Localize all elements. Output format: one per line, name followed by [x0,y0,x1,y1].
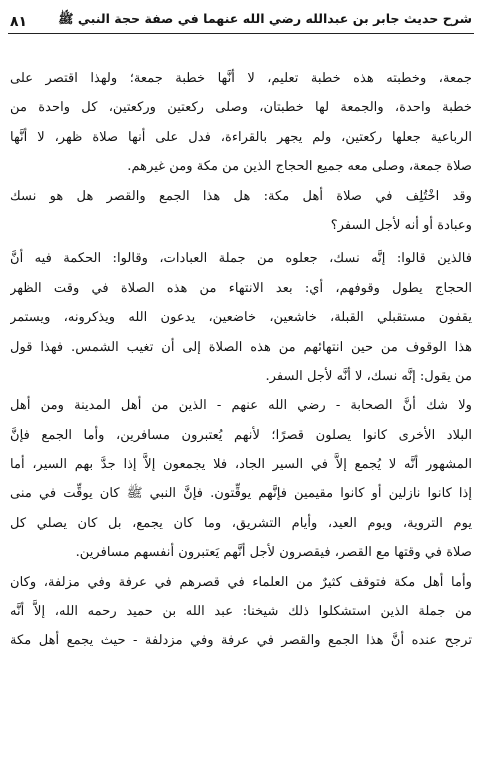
text-line: فالذين قالوا: إنَّه نسك، جعلوه من جملة العبادات، وقالوا: الحكمة فيه أنَّ [10,251,472,267]
text-line: ولا شك أنَّ الصحابة - رضي الله عنهم - الذين من أهل المدينة ومن أهل [10,398,472,414]
text-line: صلاة جمعة، وصلى معه جميع الحجاج الذين من مكة ومن غيرهم. [127,159,472,175]
text-line: وأما أهل مكة فتوقف كثيرٌ من العلماء في قصرهم في عرفة وفي مزلفة، وكان [10,574,472,590]
text-line: المشهور أنَّه لا يُجمع إلاَّ في السير الجاد، فلا يجمعون إلاَّ إذا جدَّ بهم السير، أما [10,457,472,473]
text-line: ترجح عنده أنَّ هذا الجمع والقصر في عرفة وفي مزدلفة - حيث يجمع أهل مكة [10,633,472,649]
text-line: إذا كانوا نازلين أو كانوا مقيمين فإنَّهم يوقِّتون. فإنَّ النبي ﷺ كان يوقِّت في منى [10,486,472,502]
text-line: الرباعية جعلها ركعتين، ولم يجهر بالقراءة، فدل على أنها صلاة ظهر، لا أنَّها [10,129,472,145]
text-line: وقد اخْتُلِف في صلاة أهل مكة: هل هذا الجمع والقصر هل هو نسك [10,188,472,204]
text-line: من يقول: إنَّه نسك، لا أنَّه لأجل السفر. [265,368,472,384]
page-number: ٨١ [10,14,28,30]
text-line: يقفون مستقبلي القبلة، خاشعين، خاضعين، يدعون الله ويذكرونه، ويستمر [10,310,472,326]
page-header [8,0,474,34]
text-line: البلاد الأخرى كانوا يصلون قصرًا؛ لأنهم يُعتبرون مسافرين، وأما الجمع فإنَّ [10,427,472,443]
text-line: من جملة الذين استشكلوا ذلك شيخنا: عبد الله بن حميد رحمه الله، إلاَّ أنَّه [10,604,472,620]
text-line: وعبادة أو أنه لأجل السفر؟ [330,217,472,233]
body-text [8,64,474,656]
text-line: هذا الوقوف من حين انتهائهم من هذه الصلاة إلى أن تغيب الشمس. فهذا قول [10,339,472,355]
text-line: صلاة في وقتها مع القصر، فيقصرون لأجل أنَّهم يَعتبرون أنفسهم مسافرين. [75,545,472,561]
running-title: شرح حديث جابر بن عبدالله رضي الله عنهما في صفة حجة النبي ﷺ [58,11,472,26]
text-line: يوم التروية، ويوم العيد، وأيام التشريق، وما كان يجمع، بل كان يصلي كل [10,515,472,531]
text-line: جمعة، وخطبته هذه خطبة تعليم، لا أنَّها خطبة جمعة؛ ولهذا اقتصر على [10,71,472,86]
text-line: الحجاج يطول وقوفهم، أي: بعد الانتهاء من هذه الصلاة في وقت الظهر [10,280,472,296]
text-line: خطبة واحدة، والجمعة لها خطبتان، وصلى ركعتين وركعتين، كل واحدة من [10,100,472,116]
